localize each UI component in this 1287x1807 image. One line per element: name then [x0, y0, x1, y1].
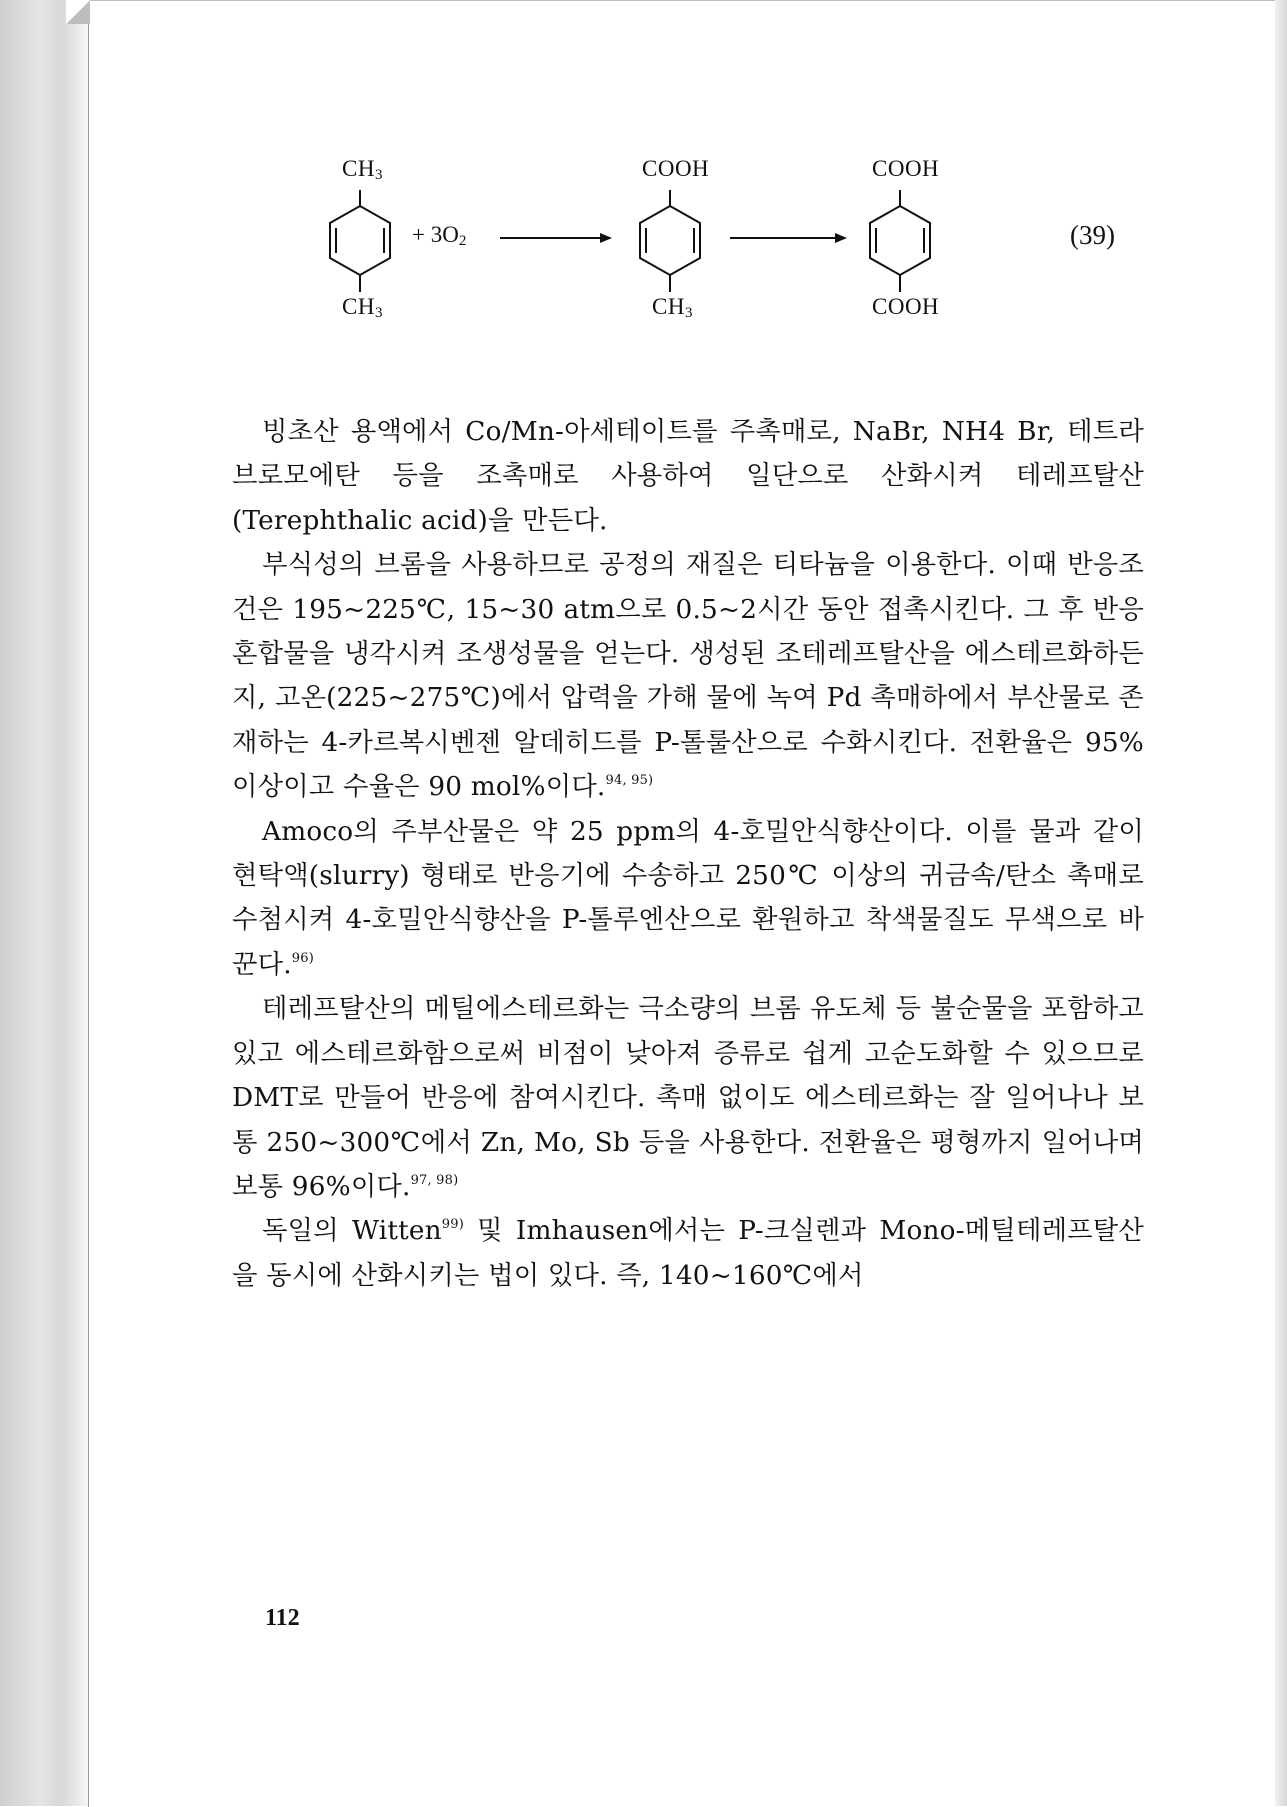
reactant-benzene-ring [330, 190, 390, 292]
reaction-arrow-2 [730, 233, 847, 243]
paragraph-2-text: 부식성의 브롬을 사용하므로 공정의 재질은 티타늄을 이용한다. 이때 반응조건은 195~225℃, 15~30 atm으로 0.5~2시간 동안 접촉시킨다. 그 후 반응 혼합물을 냉각시켜 조생성물을 얻는다. 생성된 조테레프탈산을 에스테르화하든지, 고온(225~275℃)에서 압력을 가해 물에 녹여 Pd 촉매하에서 부산물로 존재하는 4-카르복시벤젠 알데히드를 P-톨룰산으로 수화시킨다. 전환율은 95% 이상이고 수율은 90 mol%이다. [232, 550, 1144, 803]
product-benzene-ring [870, 190, 930, 292]
reagent-oxygen: + $3O_2$ [412, 222, 467, 249]
paragraph-5-text-a: 독일의 Witten [262, 1216, 442, 1247]
reaction-arrow-1 [500, 233, 612, 243]
paragraph-1-text: 빙초산 용액에서 Co/Mn-아세테이트를 주촉매로, NaBr, NH4 Br, 테트라브로모에탄 등을 조촉매로 사용하여 일단으로 산화시켜 테레프탈산(Terephthalic acid)을 만든다. [232, 417, 1144, 536]
body-text [232, 410, 1144, 1298]
reactant-top-group: $CH_3$ [342, 156, 383, 183]
equation-drawing [300, 170, 1160, 370]
citation-5: 99) [441, 1217, 464, 1233]
paragraph-1 [232, 410, 1144, 543]
citation-3: 96) [291, 950, 314, 966]
chemical-equation [300, 156, 1160, 370]
paragraph-4-text: 테레프탈산의 메틸에스테르화는 극소량의 브롬 유도체 등 불순물을 포함하고 있고 에스테르화함으로써 비점이 낮아져 증류로 쉽게 고순도화할 수 있으므로 DMT로 만들어 반응에 참여시킨다. 촉매 없이도 에스테르화는 잘 일어나나 보통 250~300℃에서 Zn, Mo, Sb 등을 사용한다. 전환율은 평형까지 일어나며 보통 96%이다. [232, 994, 1144, 1202]
intermediate-top-group: COOH [642, 156, 710, 181]
citation-2: 94, 95) [605, 773, 654, 789]
page-number: 112 [265, 1605, 300, 1631]
paragraph-2 [232, 543, 1144, 809]
page-shadow [1275, 0, 1287, 1806]
paragraph-4 [232, 987, 1144, 1209]
equation-number: (39) [1070, 220, 1115, 250]
paragraph-3 [232, 810, 1144, 988]
product-bottom-group: COOH [872, 294, 940, 319]
citation-4: 97, 98) [410, 1172, 459, 1188]
paragraph-3-text: Amoco의 주부산물은 약 25 ppm의 4-호밀안식향산이다. 이를 물과 같이 현탁액(slurry) 형태로 반응기에 수송하고 250℃ 이상의 귀금속/탄소 촉매로 수첨시켜 4-호밀안식향산을 P-톨루엔산으로 환원하고 착색물질도 무색으로 바꾼다. [232, 816, 1144, 980]
page-corner-fold [66, 0, 90, 24]
product-top-group: COOH [872, 156, 940, 181]
reactant-bottom-group: $CH_3$ [342, 294, 383, 321]
page-edge [0, 0, 88, 1806]
paragraph-5-text-b: 및 Imhausen에서는 P-크실렌과 Mono-메틸테레프탈산을 동시에 산화시키는 법이 있다. 즉, 140~160℃에서 [232, 1216, 1144, 1291]
intermediate-benzene-ring [640, 190, 700, 292]
paragraph-5 [232, 1209, 1144, 1298]
intermediate-bottom-group: $CH_3$ [652, 294, 693, 321]
